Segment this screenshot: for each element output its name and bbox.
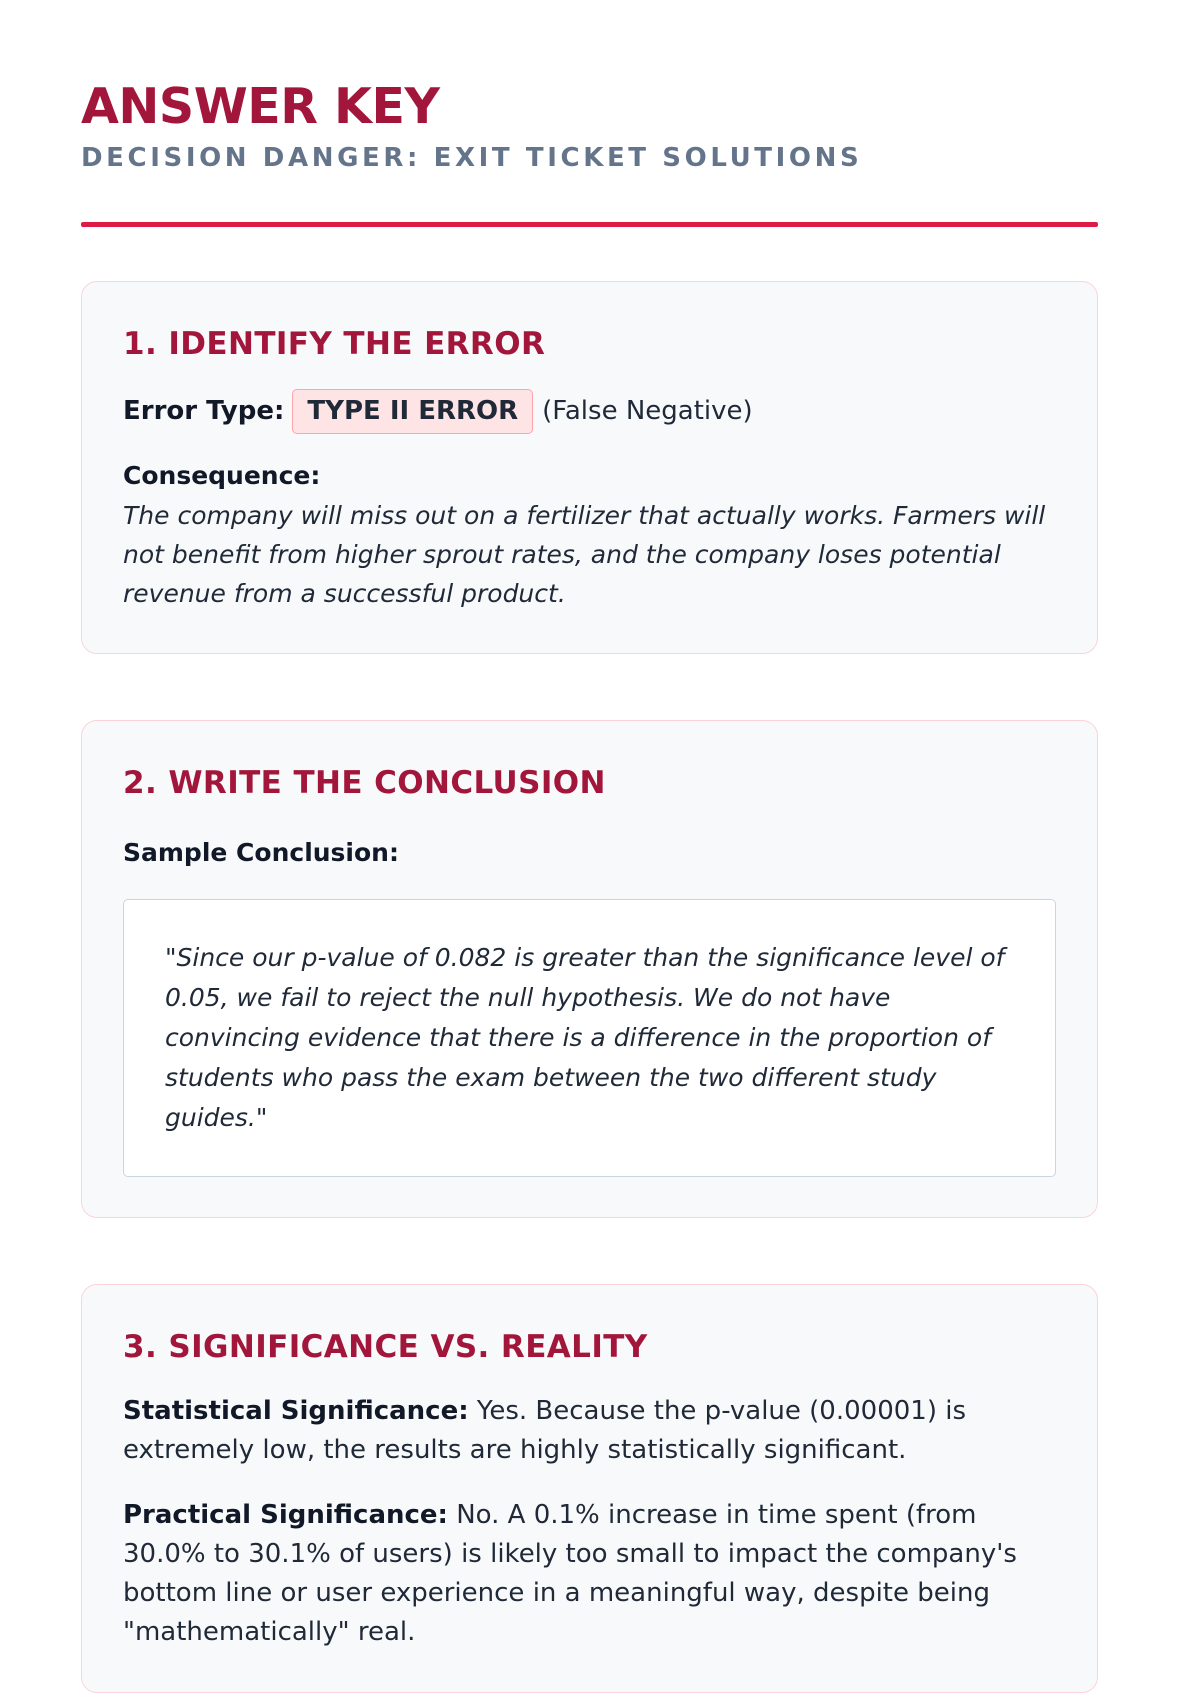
section-significance-vs-reality — [81, 1284, 1098, 1693]
error-type-badge: TYPE II ERROR — [292, 389, 533, 433]
sample-conclusion-label: Sample Conclusion: — [123, 837, 399, 867]
consequence-label: Consequence: — [123, 460, 321, 490]
section-heading: 3. SIGNIFICANCE VS. REALITY — [123, 1328, 648, 1365]
section-heading: 1. IDENTIFY THE ERROR — [123, 326, 546, 363]
section-heading: 2. WRITE THE CONCLUSION — [123, 765, 606, 802]
section-write-conclusion — [81, 720, 1098, 1217]
header-divider — [81, 222, 1098, 227]
page-title: ANSWER KEY — [81, 78, 440, 135]
section-identify-error — [81, 281, 1098, 654]
error-type-note: (False Negative) — [542, 395, 753, 426]
error-type-label: Error Type: — [123, 395, 285, 426]
error-type-row — [123, 389, 1056, 433]
practical-significance-text: No. A 0.1% increase in time spent (from 30.0% to 30.1% of users) is likely too small to impact the company's bottom line or user experience in a meaningful way, despite being "mathematically" real. — [123, 1499, 1017, 1647]
practical-significance-label: Practical Significance: — [123, 1499, 448, 1530]
page-subtitle: DECISION DANGER: EXIT TICKET SOLUTIONS — [81, 142, 863, 173]
statistical-significance-paragraph — [123, 1392, 1056, 1470]
sample-conclusion-quote: "Since our p-value of 0.082 is greater than the significance level of 0.05, we fail to reject the null hypothesis. We do not have convincing evidence that there is a difference in the proportion of students who pass the exam between the two different study guides." — [123, 899, 1056, 1177]
consequence-text: The company will miss out on a fertilizer that actually works. Farmers will not benefit from higher sprout rates, and the company loses potential revenue from a successful product. — [123, 500, 1046, 609]
statistical-significance-label: Statistical Significance: — [123, 1395, 469, 1426]
practical-significance-paragraph — [123, 1496, 1056, 1652]
statistical-significance-text: Yes. Because the p-value (0.00001) is extremely low, the results are highly statistically significant. — [123, 1395, 966, 1465]
